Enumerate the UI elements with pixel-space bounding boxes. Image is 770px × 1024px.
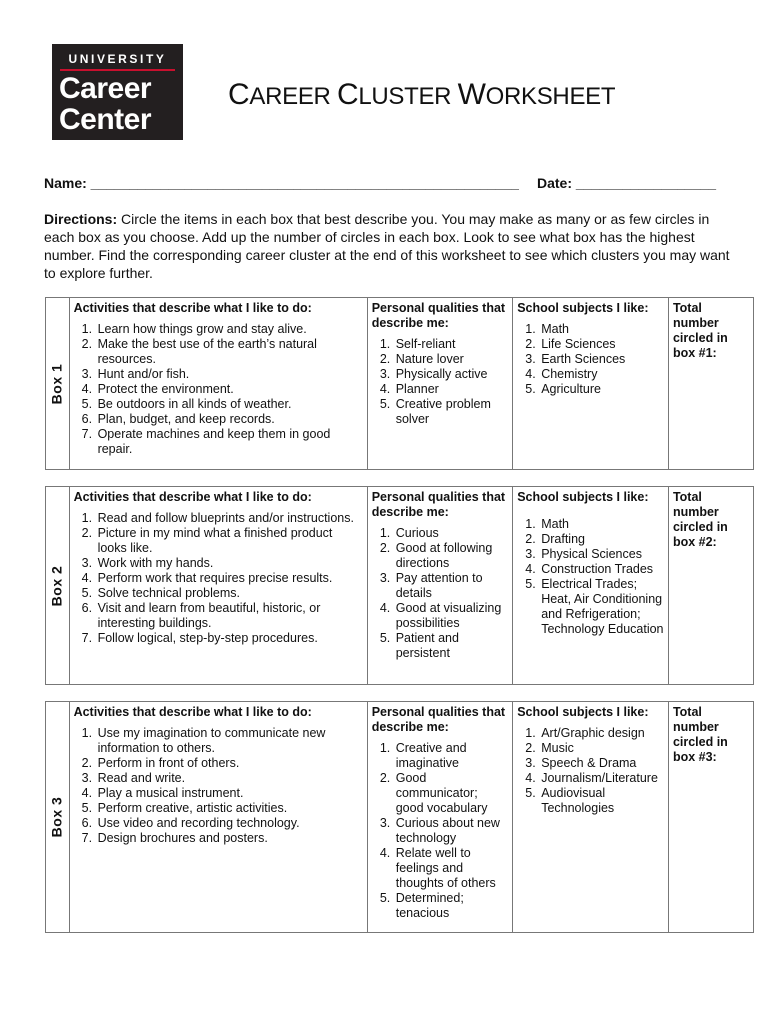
list-item: 5. Perform creative, artistic activities. [96,801,363,816]
logo-center-text: Center [59,103,152,136]
directions-label: Directions: [44,211,118,227]
activities-cell [69,702,367,933]
activities-header: Activities that describe what I like to do: [73,705,312,719]
list-item: 3. Pay attention to details [394,571,508,601]
list-item: 4. Play a musical instrument. [96,786,363,801]
university-career-center-logo [52,44,183,140]
total-cell: Total number circled in box #3: [668,702,753,933]
list-item: 4. Good at visualizing possibilities [394,601,508,631]
date-field: Date: __________________ [537,175,717,191]
box-3-table [45,701,754,933]
qualities-header: Personal qualities that describe me: [371,301,506,330]
list-item: 1. Curious [394,526,508,541]
activities-header: Activities that describe what I like to do: [73,490,312,504]
qualities-header: Personal qualities that describe me: [371,490,506,519]
activities-list [74,511,363,646]
list-item: 2. Life Sciences [539,337,664,352]
list-item: 5. Agriculture [539,382,664,397]
list-item: 5. Creative problem solver [394,397,508,427]
list-item: 1. Art/Graphic design [539,726,664,741]
total-cell: Total number circled in box #2: [668,487,753,685]
subjects-cell [513,702,669,933]
subjects-header: School subjects I like: [517,490,649,504]
list-item: 3. Hunt and/or fish. [96,367,363,382]
logo-university-text: UNIVERSITY [68,52,167,66]
subjects-list [517,322,664,397]
subjects-cell [513,487,669,685]
directions-text: Circle the items in each box that best describe you. You may make as many or as few circles in each box as you choose. Add up the number of circles in each box. Look to see what box has the highest number. Find the corresponding career cluster at the end of this worksheet to see which clusters you may want to explore further. [44,211,730,281]
qualities-header: Personal qualities that describe me: [371,705,506,734]
list-item: 1. Self-reliant [394,337,508,352]
logo-red-rule [60,69,175,71]
list-item: 7. Operate machines and keep them in good repair. [96,427,363,457]
list-item: 2. Picture in my mind what a finished product looks like. [96,526,363,556]
list-item: 5. Electrical Trades; Heat, Air Conditioning and Refrigeration; Technology Education [539,577,664,637]
list-item: 3. Physical Sciences [539,547,664,562]
qualities-cell [367,702,512,933]
total-cell: Total number circled in box #1: [668,298,753,470]
box-label: Box 3 [48,796,65,838]
qualities-list [372,741,508,921]
page-title: CAREER CLUSTER WORKSHEET [228,78,616,111]
box-2-table [45,486,754,685]
list-item: 2. Music [539,741,664,756]
list-item: 2. Good communicator; good vocabulary [394,771,508,816]
activities-list [74,726,363,846]
list-item: 4. Journalism/Literature [539,771,664,786]
box-label: Box 1 [48,363,65,404]
list-item: 7. Follow logical, step-by-step procedures. [96,631,363,646]
list-item: 2. Good at following directions [394,541,508,571]
list-item: 7. Design brochures and posters. [96,831,363,846]
list-item: 4. Protect the environment. [96,382,363,397]
name-field: Name: _______________________________________________________ [44,175,519,191]
directions [44,210,734,282]
subjects-list [517,517,664,637]
list-item: 4. Perform work that requires precise results. [96,571,363,586]
list-item: 5. Determined; tenacious [394,891,508,921]
list-item: 2. Make the best use of the earth’s natural resources. [96,337,363,367]
list-item: 1. Creative and imaginative [394,741,508,771]
subjects-header: School subjects I like: [517,705,649,719]
subjects-list [517,726,664,816]
list-item: 2. Perform in front of others. [96,756,363,771]
logo-career-text: Career [59,72,152,105]
qualities-list [372,526,508,661]
list-item: 5. Be outdoors in all kinds of weather. [96,397,363,412]
list-item: 3. Earth Sciences [539,352,664,367]
list-item: 4. Relate well to feelings and thoughts of others [394,846,508,891]
list-item: 6. Visit and learn from beautiful, historic, or interesting buildings. [96,601,363,631]
box-label-cell [46,702,70,933]
qualities-cell [367,487,512,685]
list-item: 1. Math [539,517,664,532]
list-item: 1. Learn how things grow and stay alive. [96,322,363,337]
list-item: 5. Patient and persistent [394,631,508,661]
list-item: 1. Use my imagination to communicate new information to others. [96,726,363,756]
box-label-cell [46,487,70,685]
list-item: 6. Plan, budget, and keep records. [96,412,363,427]
activities-list [74,322,363,457]
list-item: 6. Use video and recording technology. [96,816,363,831]
list-item: 3. Speech & Drama [539,756,664,771]
box-label-cell [46,298,70,470]
qualities-list [372,337,508,427]
activities-cell [69,487,367,685]
activities-cell [69,298,367,470]
list-item: 4. Construction Trades [539,562,664,577]
list-item: 1. Math [539,322,664,337]
list-item: 2. Drafting [539,532,664,547]
subjects-cell [513,298,669,470]
activities-header: Activities that describe what I like to do: [73,301,312,315]
list-item: 5. Audiovisual Technologies [539,786,664,816]
list-item: 3. Read and write. [96,771,363,786]
list-item: 5. Solve technical problems. [96,586,363,601]
list-item: 4. Chemistry [539,367,664,382]
list-item: 3. Curious about new technology [394,816,508,846]
qualities-cell [367,298,512,470]
box-1-table [45,297,754,470]
subjects-header: School subjects I like: [517,301,649,315]
list-item: 1. Read and follow blueprints and/or instructions. [96,511,363,526]
box-label: Box 2 [48,565,65,606]
list-item: 3. Physically active [394,367,508,382]
list-item: 2. Nature lover [394,352,508,367]
list-item: 3. Work with my hands. [96,556,363,571]
list-item: 4. Planner [394,382,508,397]
